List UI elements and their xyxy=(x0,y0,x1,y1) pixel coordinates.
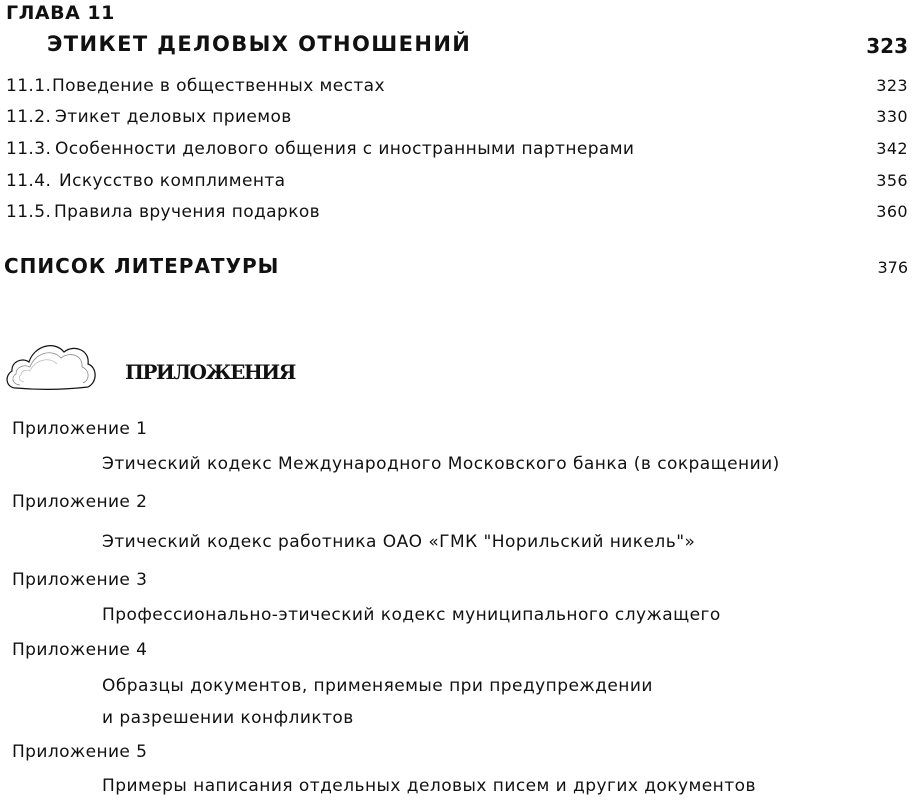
chapter-label: ГЛАВА 11 xyxy=(6,2,115,24)
section-title: Правила вручения подарков xyxy=(54,202,321,222)
section-title: Искусство комплимента xyxy=(59,171,286,191)
section-title: Поведение в общественных местах xyxy=(52,76,385,96)
appendix-label[interactable]: Приложение 1 xyxy=(12,419,148,439)
appendix-description: и разрешении конфликтов xyxy=(102,708,354,728)
section-number: 11.3. xyxy=(6,139,52,159)
appendix-label[interactable]: Приложение 2 xyxy=(12,492,148,512)
literature-page-number: 376 xyxy=(877,258,908,277)
section-page-number: 342 xyxy=(876,139,908,158)
appendix-description: Этический кодекс работника ОАО «ГМК "Норильский никель"» xyxy=(102,532,696,552)
section-number: 11.4. xyxy=(6,171,52,191)
section-page-number: 356 xyxy=(876,171,908,190)
appendix-description: Образцы документов, применяемые при предупреждении xyxy=(102,676,653,696)
appendix-description: Этический кодекс Международного Московского банка (в сокращении) xyxy=(102,454,780,474)
section-number: 11.2. xyxy=(6,107,52,127)
section-title: Особенности делового общения с иностранными партнерами xyxy=(55,139,635,159)
appendix-label[interactable]: Приложение 5 xyxy=(12,742,148,762)
literature-title[interactable]: СПИСОК ЛИТЕРАТУРЫ xyxy=(4,254,280,278)
toc-entry[interactable] xyxy=(6,171,908,193)
section-title: Этикет деловых приемов xyxy=(55,107,292,127)
section-page-number: 330 xyxy=(876,107,908,126)
section-number: 11.1. xyxy=(6,76,52,96)
appendix-description: Профессионально-этический кодекс муниципального служащего xyxy=(102,605,721,625)
appendix-label[interactable]: Приложение 3 xyxy=(12,570,148,590)
toc-entry[interactable] xyxy=(6,107,908,129)
appendix-description: Примеры написания отдельных деловых писем и других документов xyxy=(102,776,756,796)
toc-entry[interactable] xyxy=(6,139,908,161)
section-page-number: 360 xyxy=(876,202,908,221)
appendix-label[interactable]: Приложение 4 xyxy=(12,640,148,660)
section-page-number: 323 xyxy=(876,76,908,95)
chapter-page-number: 323 xyxy=(866,34,908,58)
appendices-heading: ПРИЛОЖЕНИЯ xyxy=(125,360,295,384)
cloud-icon xyxy=(2,336,98,394)
chapter-title: ЭТИКЕТ ДЕЛОВЫХ ОТНОШЕНИЙ xyxy=(47,32,472,56)
section-number: 11.5. xyxy=(6,202,52,222)
toc-entry[interactable] xyxy=(6,202,908,224)
toc-entry[interactable] xyxy=(6,76,908,98)
